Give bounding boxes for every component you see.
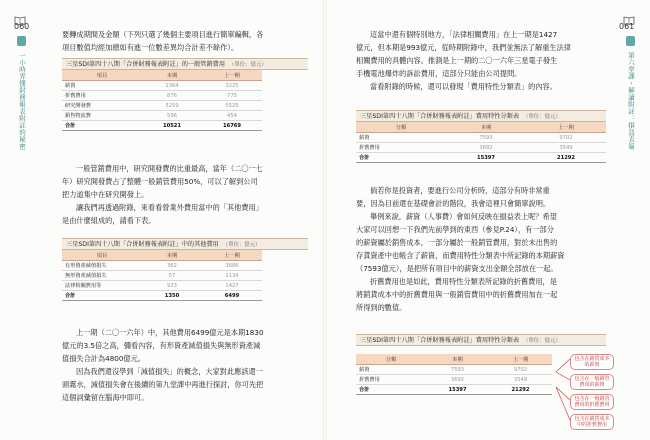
- table-row: 折舊費用 876 775: [62, 91, 262, 101]
- text-line: 倘若你是投資者，要進行公司分析時，這部分有時非常重: [370, 186, 550, 195]
- table-row: 薪資 1364 3225: [62, 81, 262, 91]
- right-paragraph-legal: [356, 28, 608, 93]
- text-line: 將銷貨成本中的折舊費用與一般銷管費用中的折舊費用加在一起: [356, 290, 558, 299]
- table-total-row: 合計 15397 21292: [356, 153, 606, 163]
- table-header-row: 分類 本期 上一期: [356, 354, 552, 365]
- book-gutter: [323, 0, 327, 440]
- left-paragraph-analysis: [62, 162, 312, 227]
- table-row: 有形資產減值損失 362 3686: [62, 261, 262, 271]
- text-line: 折舊費用也是如此，費用特性分類表所記錄的折舊費用，是: [370, 277, 557, 286]
- text-line: 年）研究開發費占了整體一般銷管費用50%，可以了解到公司: [62, 177, 258, 186]
- side-tab-marker-right: [626, 36, 635, 46]
- book-icon: [623, 10, 635, 20]
- text-line: 因為我們還沒學到「減值損失」的概念，大家對此應該還一: [76, 367, 263, 376]
- text-line: 一般管銷費用中，研究開發費的比重最高，當年（二〇一七: [76, 164, 263, 173]
- text-line: 的薪資屬於銷售成本，一部分屬於一般銷管費用，對於未出售的: [356, 238, 558, 247]
- text-line: 讓我們再透過附錄，來看看營業外費用當中的「其他費用」: [76, 203, 263, 212]
- table-total-row: 合計 10521 16769: [62, 121, 262, 131]
- table-header-row: 項目 本期 上一期: [62, 70, 262, 81]
- table-header-row: 分類 本期 上一期: [356, 122, 606, 133]
- text-line: 舉例來說，薪資（人事費）會如何反映在損益表上呢？希望: [370, 212, 557, 221]
- left-paragraph-other-expenses: [62, 326, 312, 404]
- text-line: 把力道集中在研究開發上。: [62, 190, 149, 199]
- table-general-admin-expenses: [62, 58, 308, 131]
- text-line: 大家可以回想一下我們先前學到的東西（參見P.24），有一部分: [356, 225, 554, 234]
- table-total-row: 合計 1350 6499: [62, 291, 262, 301]
- page-number-left: 060: [14, 22, 30, 31]
- book-icon: [14, 10, 26, 20]
- table-expense-by-nature-annotated: [356, 334, 561, 395]
- table-row: 銷售物流費 596 454: [62, 111, 262, 121]
- text-line: 要轉成期間及金額（下列只選了幾個主要項目進行簡單編輯，各: [62, 30, 264, 39]
- text-line: 所得到的數值。: [356, 303, 407, 312]
- side-tab-text-right: 第六堂課・解讀附註：損益表篇: [627, 52, 635, 150]
- table-caption: 三星SDI第四十八期「合併財務報表附註」費用特性分類表 （單位：億元）: [356, 110, 606, 122]
- side-tab-text-left: 一小時弄懂財務報表附註的秘密: [18, 52, 26, 150]
- page-number-right: 061: [619, 22, 635, 31]
- text-line: 要，因為目前還在基礎會計的階段，我會這裡只會簡單說明。: [356, 199, 551, 208]
- left-paragraph-intro: [62, 28, 308, 54]
- table-header-row: 項目 本期 上一期: [62, 250, 262, 261]
- text-line: 億元，但本期是993億元，從時期附錄中，我們並無法了解重生法律: [356, 43, 571, 52]
- table-row: 折舊費用 3692 3549: [356, 375, 552, 385]
- table-total-row: 合計 15397 21292: [356, 385, 552, 395]
- callout-cogs-salary: 包含在銷貨成本的薪資: [570, 354, 614, 370]
- text-line: 項目數值均經加總如有進一位數差異均合計差不餘作）。: [62, 43, 239, 52]
- text-line: 存貨資產中也帳含了薪資，而費用特性分類表中所記錄的本期薪資: [356, 251, 565, 260]
- text-line: 值損失合計為4800億元。: [62, 354, 145, 363]
- table-row: 薪資 7593 9702: [356, 365, 552, 375]
- right-paragraph-explanation: [356, 184, 612, 314]
- text-line: 這個詞彙留在腦海中即可。: [62, 393, 149, 402]
- text-line: 頭霧水，減值損失會在後續的第九堂課中再進行探討，你可先把: [62, 380, 264, 389]
- text-line: 這當中還有個特別地方，「法律相關費用」在上一期是1427: [370, 30, 558, 39]
- text-line: 是由什麼組成的，請看下表。: [62, 216, 156, 225]
- table-row: 無形資產減值損失 57 1134: [62, 271, 262, 281]
- table-caption: 三星SDI第四十八期「合併財務報表附註」中的其他費用 （單位：億元）: [62, 238, 308, 250]
- callout-sga-depreciation: 包含在一般銷管費用的折舊費用: [570, 394, 614, 410]
- table-caption: 三星SDI第四十八期「合併財務報表附註」的一般管銷費用 （單位：億元）: [62, 58, 308, 70]
- text-line: 上一期（二〇一六年）中，其他費用6499億元是本期1830: [76, 328, 264, 337]
- table-caption: 三星SDI第四十八期「合併財務報表附註」費用特性分類表 （單位：億元）: [356, 334, 606, 346]
- text-line: 億元的3.5倍之高，彌看內容，有形資產減值損失與無形資產減: [62, 341, 261, 350]
- callout-sga-salary: 包含在一般銷管費用的薪資: [570, 374, 614, 390]
- callout-cogs-depreciation: 包含在銷貨成本中的折舊費用: [570, 414, 614, 430]
- table-row: 法律相關費用等 933 1427: [62, 281, 262, 291]
- table-expense-by-nature: [356, 110, 606, 163]
- side-tab-marker-left: [17, 36, 26, 46]
- text-line: 相關費用的具體內容。推測是上一期的二〇一六年三星電子發生: [356, 56, 558, 65]
- text-line: 當看附錄的時候，還可以發現「費用特性分類表」的內容。: [370, 82, 557, 91]
- table-row: 折舊費用 3692 3549: [356, 143, 606, 153]
- table-row: 薪資 7593 9702: [356, 133, 606, 143]
- text-line: （7593億元），是把所有項目中的薪資支出金額全部放在一起。: [356, 264, 558, 273]
- table-row: 研究開發費 5259 5525: [62, 101, 262, 111]
- text-line: 手機電池爆炸的訴訟費用，這部分只能由公司提問。: [356, 69, 522, 78]
- table-other-expenses: [62, 238, 308, 301]
